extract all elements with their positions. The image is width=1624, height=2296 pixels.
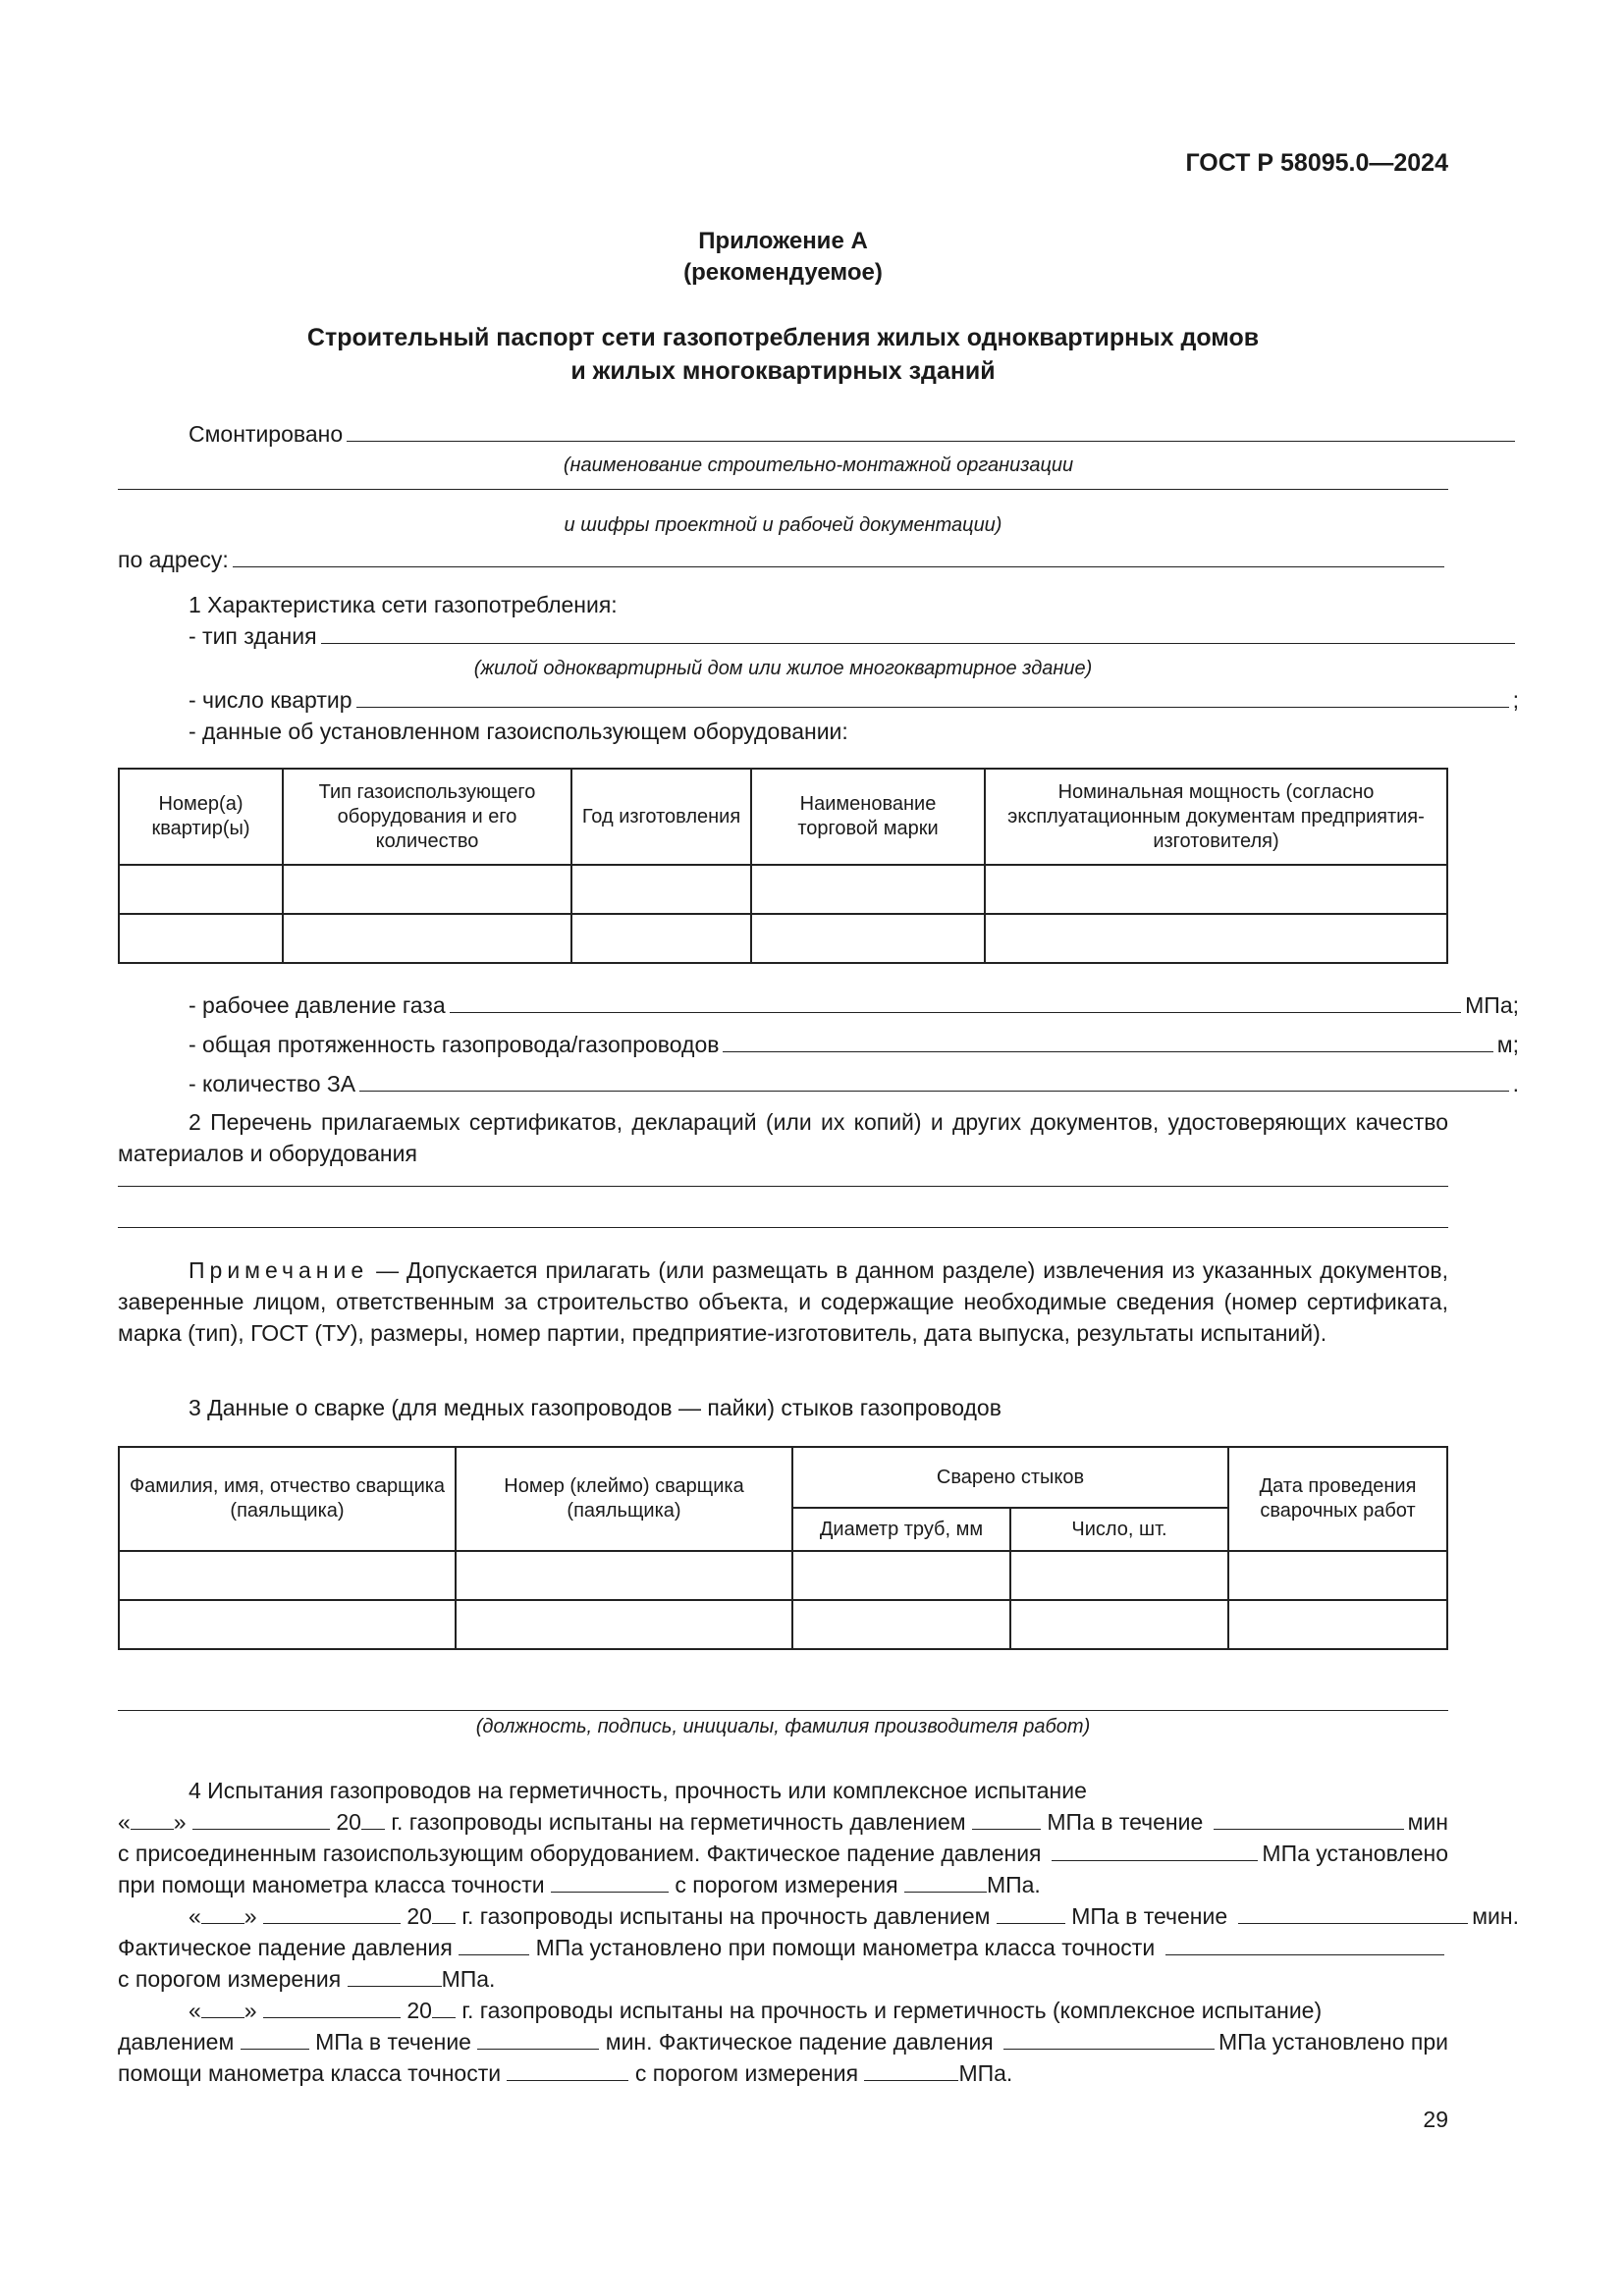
table-cell[interactable] — [283, 914, 571, 963]
section3-text: 3 Данные о сварке (для медных газопроводов — пайки) стыков газопроводов — [189, 1395, 1001, 1420]
table-cell[interactable] — [571, 865, 751, 914]
th-apartment-number: Номер(а) квартир(ы) — [119, 769, 283, 865]
test3-text-g: с порогом измерения — [634, 2060, 859, 2086]
table-cell[interactable] — [283, 865, 571, 914]
building-type-row — [118, 622, 1519, 650]
table-cell[interactable] — [456, 1551, 792, 1600]
section4-heading: 4 Испытания газопроводов на герметичность, прочность или комплексное испытание — [189, 1778, 1087, 1803]
test3-text-c: МПа в течение — [315, 2029, 471, 2055]
section2-field-1[interactable] — [118, 1186, 1448, 1187]
test3-text-h: МПа. — [958, 2060, 1013, 2086]
test1-text-d: с присоединенным газоиспользующим оборудованием. Фактическое падение давления — [118, 1841, 1042, 1866]
address-label: по адресу: — [118, 547, 229, 572]
pressure-value-field[interactable] — [997, 1903, 1065, 1924]
table-cell[interactable] — [751, 865, 985, 914]
appendix-title: Приложение А — [698, 228, 868, 254]
test3-text-a: г. газопроводы испытаны на прочность и герметичность (комплексное испытание) — [461, 1998, 1323, 2023]
mounted-field-2[interactable] — [118, 489, 1448, 490]
threshold-field[interactable] — [348, 1966, 442, 1987]
duration-field[interactable] — [477, 2029, 599, 2050]
day-field[interactable] — [201, 1903, 244, 1924]
standard-number: ГОСТ Р 58095.0—2024 — [1185, 149, 1448, 177]
test2-line3 — [118, 1965, 1448, 1993]
th-pipe-diameter: Диаметр труб, мм — [792, 1508, 1010, 1551]
note-text: — Допускается прилагать (или размещать в данном разделе) извлечения из указанных документов, заверенные лицом, ответственным за строительство объекта, и содержащие необходимые сведения (номер сертификата, марка (тип), ГОСТ (ТУ), размеры, номер партии, предприятие-изготовитель, дата выпуска, результаты испытаний). — [118, 1257, 1448, 1346]
pressure-drop-field[interactable] — [459, 1935, 529, 1955]
page-number: 29 — [1423, 2107, 1448, 2132]
building-type-field[interactable] — [321, 623, 1515, 644]
za-row — [118, 1070, 1519, 1097]
table-cell[interactable] — [1010, 1600, 1228, 1649]
threshold-field[interactable] — [864, 2060, 958, 2081]
mounted-hint-2: и шифры проектной и рабочей документации) — [564, 514, 1002, 536]
mounted-hint-1: (наименование строительно-монтажной организации — [563, 454, 1074, 476]
test2-text-e: МПа установлено при помощи манометра класса точности — [535, 1935, 1156, 1960]
test2-text-b: МПа в течение — [1071, 1903, 1228, 1929]
document-title-line1: Строительный паспорт сети газопотребления жилых одноквартирных домов — [306, 324, 1260, 351]
test2-text-d: Фактическое падение давления — [118, 1935, 453, 1960]
quote-close: » — [244, 1903, 257, 1929]
document-title-line2: и жилых многоквартирных зданий — [570, 357, 996, 385]
test3-text-e: МПа установлено при — [1218, 2029, 1448, 2055]
quote-open: « — [189, 1903, 201, 1929]
note-paragraph — [118, 1255, 1448, 1349]
table-cell[interactable] — [985, 914, 1447, 963]
quote-close: » — [244, 1998, 257, 2023]
mounted-field[interactable] — [347, 421, 1515, 442]
threshold-field[interactable] — [904, 1872, 987, 1893]
test2-line1 — [118, 1902, 1519, 1930]
table-cell[interactable] — [751, 914, 985, 963]
accuracy-class-field[interactable] — [1165, 1935, 1444, 1955]
test2-text-a: г. газопроводы испытаны на прочность давлением — [461, 1903, 991, 1929]
table-cell[interactable] — [1228, 1600, 1447, 1649]
pressure-row — [118, 991, 1519, 1019]
test1-line2 — [118, 1840, 1448, 1867]
th-welding-date: Дата проведения сварочных работ — [1228, 1447, 1447, 1551]
accuracy-class-field[interactable] — [507, 2060, 628, 2081]
pressure-value-field[interactable] — [241, 2029, 309, 2050]
accuracy-class-field[interactable] — [551, 1872, 669, 1893]
test3-text-f: помощи манометра класса точности — [118, 2060, 502, 2086]
test1-text-b: МПа в течение — [1047, 1809, 1204, 1835]
pressure-value-field[interactable] — [972, 1809, 1041, 1830]
test1-text-e: МПа установлено — [1262, 1841, 1448, 1866]
th-brand-name: Наименование торговой марки — [751, 769, 985, 865]
equipment-table — [118, 768, 1448, 964]
table-row — [119, 865, 1447, 914]
equipment-label: - данные об установленном газоиспользующем оборудовании: — [189, 719, 848, 744]
section1-heading: 1 Характеристика сети газопотребления: — [189, 592, 618, 617]
th-joint-count: Число, шт. — [1010, 1508, 1228, 1551]
test3-line1 — [118, 1997, 1519, 2024]
table-cell[interactable] — [1010, 1551, 1228, 1600]
pressure-drop-field[interactable] — [1052, 1841, 1259, 1861]
table-cell[interactable] — [456, 1600, 792, 1649]
signature-hint: (должность, подпись, инициалы, фамилия производителя работ) — [475, 1716, 1091, 1737]
mounted-row — [118, 420, 1519, 448]
table-cell[interactable] — [119, 865, 283, 914]
test1-text-h: МПа. — [986, 1872, 1041, 1897]
address-row — [118, 546, 1448, 573]
day-field[interactable] — [201, 1998, 244, 2018]
equipment-table-header — [119, 769, 1447, 865]
table-cell[interactable] — [1228, 1551, 1447, 1600]
apartments-row — [118, 686, 1519, 714]
section2-field-2[interactable] — [118, 1227, 1448, 1228]
table-cell[interactable] — [792, 1551, 1010, 1600]
year-field[interactable] — [361, 1809, 385, 1830]
month-field[interactable] — [263, 1903, 401, 1924]
pressure-label: - рабочее давление газа — [189, 992, 446, 1018]
length-field[interactable] — [723, 1032, 1492, 1052]
apartments-end: ; — [1512, 687, 1519, 713]
table-row — [119, 1600, 1447, 1649]
table-row — [119, 914, 1447, 963]
month-field[interactable] — [263, 1998, 401, 2018]
quote-open: « — [118, 1809, 131, 1835]
note-label: Примечание — [189, 1257, 369, 1283]
table-cell[interactable] — [985, 865, 1447, 914]
year-field[interactable] — [432, 1903, 456, 1924]
pressure-drop-field[interactable] — [1003, 2029, 1215, 2050]
apartments-label: - число квартир — [189, 687, 352, 713]
duration-field[interactable] — [1214, 1809, 1404, 1830]
section2-text: 2 Перечень прилагаемых сертификатов, деклараций (или их копий) и других документов, удостоверяющих качество материалов и оборудования — [118, 1109, 1448, 1166]
table-row — [119, 1551, 1447, 1600]
test1-line3 — [118, 1871, 1448, 1898]
mounted-label: Смонтировано — [189, 421, 344, 447]
year-prefix: 20 — [336, 1809, 361, 1835]
pressure-unit: МПа; — [1465, 992, 1519, 1018]
test3-line2 — [118, 2028, 1448, 2056]
table-cell[interactable] — [119, 914, 283, 963]
test2-line2 — [118, 1934, 1448, 1961]
length-row — [118, 1031, 1519, 1058]
test3-text-b: давлением — [118, 2029, 235, 2055]
year-prefix: 20 — [406, 1903, 432, 1929]
za-end: . — [1512, 1071, 1519, 1096]
length-unit: м; — [1496, 1032, 1519, 1057]
welding-table — [118, 1446, 1448, 1650]
za-label: - количество ЗА — [189, 1071, 356, 1096]
table-cell[interactable] — [571, 914, 751, 963]
test1-text-g: с порогом измерения — [675, 1872, 898, 1897]
duration-field[interactable] — [1238, 1903, 1469, 1924]
test1-line1 — [118, 1808, 1448, 1836]
building-type-hint: (жилой одноквартирный дом или жилое многоквартирное здание) — [473, 658, 1093, 679]
year-field[interactable] — [432, 1998, 456, 2018]
apartments-field[interactable] — [356, 687, 1509, 708]
quote-close: » — [173, 1809, 187, 1835]
appendix-subtitle: (рекомендуемое) — [683, 259, 883, 286]
test3-text-d: мин. Фактическое падение давления — [605, 2029, 994, 2055]
th-manufacture-year: Год изготовления — [571, 769, 751, 865]
length-label: - общая протяженность газопровода/газопроводов — [189, 1032, 720, 1057]
day-field[interactable] — [131, 1809, 174, 1830]
signature-field[interactable] — [118, 1710, 1448, 1711]
month-field[interactable] — [192, 1809, 330, 1830]
th-welded-joints: Сварено стыков — [792, 1447, 1228, 1508]
table-cell[interactable] — [119, 1600, 456, 1649]
test2-text-g: МПа. — [441, 1966, 496, 1992]
th-welder-stamp: Номер (клеймо) сварщика (паяльщика) — [456, 1447, 792, 1551]
th-nominal-power: Номинальная мощность (согласно эксплуатационным документам предприятия-изготовителя) — [985, 769, 1447, 865]
test3-line3 — [118, 2059, 1448, 2087]
year-prefix: 20 — [406, 1998, 432, 2023]
table-cell[interactable] — [119, 1551, 456, 1600]
table-cell[interactable] — [792, 1600, 1010, 1649]
document-page — [118, 0, 1519, 2296]
test1-text-a: г. газопроводы испытаны на герметичность давлением — [391, 1809, 966, 1835]
pressure-field[interactable] — [450, 992, 1461, 1013]
test1-text-f: при помощи манометра класса точности — [118, 1872, 545, 1897]
test2-text-f: с порогом измерения — [118, 1966, 342, 1992]
za-field[interactable] — [359, 1071, 1509, 1092]
test2-text-c: мин. — [1472, 1903, 1519, 1929]
th-welder-name: Фамилия, имя, отчество сварщика (паяльщика) — [119, 1447, 456, 1551]
address-field[interactable] — [233, 547, 1444, 567]
test1-text-c: мин — [1407, 1809, 1448, 1835]
building-type-label: - тип здания — [189, 623, 317, 649]
quote-open: « — [189, 1998, 201, 2023]
th-equipment-type: Тип газоиспользующего оборудования и его количество — [283, 769, 571, 865]
